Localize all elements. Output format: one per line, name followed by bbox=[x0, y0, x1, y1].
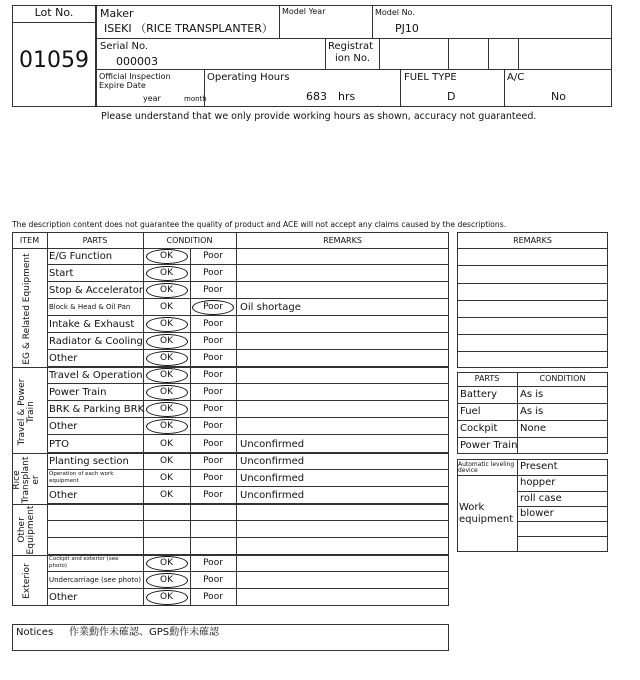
table-row bbox=[47, 384, 449, 401]
selected-circle bbox=[146, 334, 188, 349]
part-label: Planting section bbox=[49, 456, 129, 467]
lot-number: 01059 bbox=[19, 48, 89, 73]
maker-value: ISEKI （RICE TRANSPLANTER） bbox=[104, 22, 273, 35]
battery-value: As is bbox=[520, 389, 544, 400]
poor-option: Poor bbox=[203, 558, 223, 568]
poor-option: Poor bbox=[203, 319, 223, 329]
selected-circle bbox=[146, 317, 188, 332]
part-label: PTO bbox=[49, 439, 70, 450]
selected-circle bbox=[146, 368, 188, 383]
ok-option: OK bbox=[160, 268, 173, 278]
selected-circle bbox=[146, 590, 188, 605]
table-row bbox=[47, 555, 449, 572]
serial-value: 000003 bbox=[116, 55, 158, 68]
fuel-condition-label: Fuel bbox=[460, 406, 481, 417]
work-equipment-label-2: equipment bbox=[459, 514, 514, 525]
table-row bbox=[47, 401, 449, 418]
poor-option: Poor bbox=[203, 592, 223, 602]
hours-unit: hrs bbox=[338, 90, 356, 103]
poor-option: Poor bbox=[203, 370, 223, 380]
model-no-value: PJ10 bbox=[395, 22, 419, 35]
ok-option: OK bbox=[160, 439, 173, 449]
item-header: ITEM bbox=[19, 236, 40, 245]
fuel-condition-value: As is bbox=[520, 406, 544, 417]
remark-text: Oil shortage bbox=[240, 302, 301, 313]
work-item: hopper bbox=[520, 477, 556, 488]
selected-circle bbox=[146, 573, 188, 588]
poor-option: Poor bbox=[203, 302, 223, 312]
remarks-header: REMARKS bbox=[323, 236, 362, 245]
cockpit-label: Cockpit bbox=[460, 423, 498, 434]
ok-option: OK bbox=[160, 353, 173, 363]
operating-hours-value: 683 bbox=[306, 90, 327, 103]
year-label: year bbox=[143, 94, 161, 103]
ok-option: OK bbox=[160, 387, 173, 397]
poor-option: Poor bbox=[203, 456, 223, 466]
work-equipment-label: Work bbox=[459, 502, 485, 513]
poor-option: Poor bbox=[203, 473, 223, 483]
model-no-label: Model No. bbox=[375, 8, 415, 17]
selected-circle bbox=[146, 249, 188, 264]
part-label: Stop & Accelerator bbox=[49, 285, 144, 296]
ok-option: OK bbox=[160, 558, 173, 568]
work-item: roll case bbox=[520, 493, 562, 504]
table-row bbox=[47, 504, 449, 521]
work-item: blower bbox=[520, 508, 554, 519]
poor-option: Poor bbox=[203, 404, 223, 414]
part-label: Travel & Operation bbox=[49, 370, 143, 381]
ok-option: OK bbox=[160, 370, 173, 380]
poor-option: Poor bbox=[203, 387, 223, 397]
model-year-label: Model Year bbox=[282, 7, 326, 16]
group-label-other: Other Equipment bbox=[17, 505, 37, 555]
part-label: BRK & Parking BRK bbox=[49, 404, 145, 415]
table-row bbox=[47, 521, 449, 538]
ac-value: No bbox=[551, 90, 566, 103]
right-parts-header: PARTS bbox=[474, 374, 500, 383]
registration-label-2: ion No. bbox=[335, 53, 371, 64]
selected-circle bbox=[146, 385, 188, 400]
selected-circle bbox=[146, 556, 188, 571]
disclaimer: The description content does not guarantee the quality of product and ACE will not accept any claims caused by the descriptions. bbox=[12, 220, 507, 229]
table-row bbox=[47, 282, 449, 299]
poor-option: Poor bbox=[203, 490, 223, 500]
table-row bbox=[47, 572, 449, 589]
right-remarks-header: REMARKS bbox=[513, 236, 552, 245]
group-label-exterior: Exterior bbox=[22, 563, 32, 599]
fuel-label: FUEL TYPE bbox=[404, 72, 457, 83]
fuel-value: D bbox=[447, 90, 456, 103]
table-row bbox=[47, 470, 449, 487]
ok-option: OK bbox=[160, 251, 173, 261]
poor-option: Poor bbox=[203, 421, 223, 431]
notices-label: Notices bbox=[16, 627, 54, 638]
ac-label: A/C bbox=[507, 72, 525, 83]
part-label: Undercarriage (see photo) bbox=[49, 576, 142, 584]
registration-label: Registrat bbox=[328, 41, 374, 52]
ok-option: OK bbox=[160, 456, 173, 466]
table-row bbox=[47, 453, 449, 470]
remark-text: Unconfirmed bbox=[240, 456, 305, 467]
group-label-engine: EG & Related Equipment bbox=[22, 253, 32, 365]
parts-header: PARTS bbox=[82, 236, 108, 245]
selected-circle bbox=[146, 402, 188, 417]
table-row bbox=[47, 436, 449, 453]
cockpit-value: None bbox=[520, 423, 547, 434]
part-label: Start bbox=[49, 268, 74, 279]
selected-circle bbox=[146, 266, 188, 281]
ok-option: OK bbox=[160, 592, 173, 602]
poor-option: Poor bbox=[203, 353, 223, 363]
part-label: Operation of each work bbox=[49, 471, 114, 477]
table-row bbox=[47, 538, 449, 555]
inspection-label: Official Inspection bbox=[99, 72, 171, 81]
poor-option: Poor bbox=[203, 336, 223, 346]
poor-option: Poor bbox=[203, 575, 223, 585]
table-row bbox=[47, 265, 449, 282]
group-label-travel: Travel & Power Train bbox=[17, 378, 37, 446]
ok-option: OK bbox=[160, 473, 173, 483]
group-label-rice: Rice Transplant er bbox=[12, 456, 41, 504]
table-row bbox=[47, 316, 449, 333]
part-label: Radiator & Cooling bbox=[49, 336, 143, 347]
auto-level-value: Present bbox=[520, 461, 558, 472]
table-row bbox=[47, 299, 449, 316]
operating-hours-label: Operating Hours bbox=[207, 72, 290, 83]
battery-label: Battery bbox=[460, 389, 498, 400]
ok-option: OK bbox=[160, 575, 173, 585]
remark-text: Unconfirmed bbox=[240, 439, 305, 450]
part-label: E/G Function bbox=[49, 251, 113, 262]
table-row bbox=[47, 418, 449, 435]
part-label: Intake & Exhaust bbox=[49, 319, 135, 330]
poor-option: Poor bbox=[203, 285, 223, 295]
auto-level-label-2: device bbox=[458, 467, 478, 474]
right-condition-header: CONDITION bbox=[539, 374, 586, 383]
ok-option: OK bbox=[160, 421, 173, 431]
ok-option: OK bbox=[160, 285, 173, 295]
power-train-label: Power Train bbox=[460, 440, 518, 451]
hours-notice: Please understand that we only provide working hours as shown, accuracy not guaranteed. bbox=[101, 111, 537, 122]
table-row bbox=[47, 367, 449, 384]
selected-circle bbox=[192, 300, 234, 315]
poor-option: Poor bbox=[203, 251, 223, 261]
part-label-2: photo) bbox=[49, 563, 68, 569]
condition-header: CONDITION bbox=[166, 236, 213, 245]
poor-option: Poor bbox=[203, 439, 223, 449]
serial-label: Serial No. bbox=[100, 41, 149, 52]
part-label: Other bbox=[49, 490, 78, 501]
table-row bbox=[47, 333, 449, 350]
ok-option: OK bbox=[160, 302, 173, 312]
table-row bbox=[47, 248, 449, 265]
inspection-label-2: Expire Date bbox=[99, 81, 146, 90]
part-label: Cockpit and exterior (see bbox=[49, 556, 119, 562]
part-label: Other bbox=[49, 421, 78, 432]
ok-option: OK bbox=[160, 319, 173, 329]
selected-circle bbox=[146, 351, 188, 366]
table-row bbox=[47, 350, 449, 367]
table-row bbox=[47, 589, 449, 606]
notices-text: 作業動作未確認、GPS動作未確認 bbox=[69, 627, 220, 638]
lot-label: Lot No. bbox=[34, 6, 74, 19]
maker-label: Maker bbox=[100, 7, 134, 20]
table-row bbox=[47, 487, 449, 504]
remark-text: Unconfirmed bbox=[240, 473, 305, 484]
selected-circle bbox=[146, 283, 188, 298]
selected-circle bbox=[146, 419, 188, 434]
poor-option: Poor bbox=[203, 268, 223, 278]
ok-option: OK bbox=[160, 490, 173, 500]
part-label-2: equipment bbox=[49, 478, 79, 484]
part-label: Block & Head & Oil Pan bbox=[49, 303, 131, 311]
auto-level-label: Automatic leveling bbox=[458, 461, 515, 468]
part-label: Power Train bbox=[49, 387, 107, 398]
remark-text: Unconfirmed bbox=[240, 490, 305, 501]
part-label: Other bbox=[49, 592, 78, 603]
ok-option: OK bbox=[160, 336, 173, 346]
month-label: month bbox=[184, 95, 207, 103]
ok-option: OK bbox=[160, 404, 173, 414]
part-label: Other bbox=[49, 353, 78, 364]
